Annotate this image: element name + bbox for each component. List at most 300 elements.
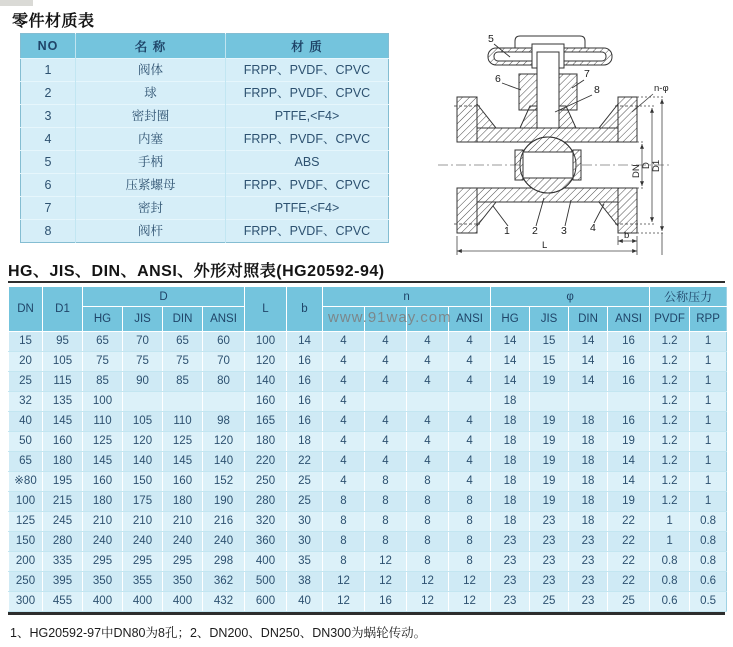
table-cell: 240	[163, 532, 203, 552]
table-cell: 4	[449, 412, 491, 432]
table-cell: 22	[608, 572, 650, 592]
table-cell: 16	[608, 412, 650, 432]
col-group-n: n	[323, 287, 491, 307]
table-cell: 22	[287, 452, 323, 472]
table-cell: 内塞	[76, 128, 226, 151]
table-cell: 210	[83, 512, 123, 532]
table-cell: 395	[43, 572, 83, 592]
col-name: 名 称	[76, 34, 226, 59]
table-row	[9, 552, 727, 572]
table-cell: 120	[123, 432, 163, 452]
table-cell: 335	[43, 552, 83, 572]
table-cell: 100	[245, 332, 287, 352]
table-cell: 8	[449, 512, 491, 532]
table-cell: 16	[608, 372, 650, 392]
table-cell: 16	[287, 392, 323, 412]
table-cell: 7	[21, 197, 76, 220]
col-group-d: D	[83, 287, 245, 307]
table-cell: 1	[690, 372, 727, 392]
table-cell: 140	[123, 452, 163, 472]
table-cell: 210	[163, 512, 203, 532]
table-cell: 125	[163, 432, 203, 452]
table-cell: 4	[323, 452, 365, 472]
table-cell: 4	[323, 332, 365, 352]
table-cell: 145	[163, 452, 203, 472]
table-cell: 0.6	[650, 592, 690, 612]
table-cell: 4	[323, 372, 365, 392]
table-cell: 65	[83, 332, 123, 352]
table-cell: 4	[365, 412, 407, 432]
table-cell: 8	[407, 512, 449, 532]
table-cell: 500	[245, 572, 287, 592]
table-cell: 0.8	[690, 532, 727, 552]
table-cell: 18	[491, 472, 530, 492]
table-row	[9, 332, 727, 352]
part-table-header-row	[21, 34, 389, 59]
table-cell: 23	[530, 512, 569, 532]
table-row	[9, 352, 727, 372]
table-cell: 8	[407, 472, 449, 492]
dim-label-d1: D1	[651, 159, 662, 172]
callout-1: 1	[504, 225, 510, 237]
table-cell: 22	[608, 532, 650, 552]
table-cell: 16	[608, 352, 650, 372]
table-cell: 23	[569, 532, 608, 552]
table-cell	[365, 392, 407, 412]
col-phi-ansi: ANSI	[608, 307, 650, 332]
table-row	[21, 151, 389, 174]
table-cell: 295	[163, 552, 203, 572]
table-cell: 80	[203, 372, 245, 392]
table-cell: 35	[287, 552, 323, 572]
table-cell: 8	[407, 532, 449, 552]
table-cell: 400	[83, 592, 123, 612]
table-cell: 195	[43, 472, 83, 492]
table-cell: 1	[21, 59, 76, 82]
table-cell: 1	[690, 452, 727, 472]
table-cell: 16	[365, 592, 407, 612]
table-cell: 19	[530, 412, 569, 432]
table-cell: FRPP、PVDF、CPVC	[226, 174, 389, 197]
table-cell	[163, 392, 203, 412]
table-cell: 8	[365, 472, 407, 492]
table-cell: 150	[9, 532, 43, 552]
table-cell: 400	[245, 552, 287, 572]
table-cell: 阀杆	[76, 220, 226, 243]
footnote: 1、HG20592-97中DN80为8孔；2、DN200、DN250、DN300为蜗轮传动。	[10, 626, 427, 640]
table-cell: 1	[690, 332, 727, 352]
table-cell: 240	[203, 532, 245, 552]
table-cell: 180	[43, 452, 83, 472]
table-cell: 1	[690, 392, 727, 412]
table-cell: 250	[245, 472, 287, 492]
table-cell: 295	[123, 552, 163, 572]
table-cell: 4	[323, 472, 365, 492]
table-cell: 4	[21, 128, 76, 151]
table-cell: 1	[690, 432, 727, 452]
watermark: www.91way.com	[328, 309, 452, 326]
scan-artifact	[0, 0, 33, 6]
table-cell: 455	[43, 592, 83, 612]
table-cell: 14	[491, 332, 530, 352]
table-cell: 19	[608, 432, 650, 452]
group-header-row	[9, 287, 727, 307]
table-cell: 160	[163, 472, 203, 492]
table-cell: 60	[203, 332, 245, 352]
top-rule	[8, 281, 725, 283]
table-cell: 19	[530, 492, 569, 512]
table-cell: 85	[83, 372, 123, 392]
col-group-phi: φ	[491, 287, 650, 307]
table-cell: 75	[123, 352, 163, 372]
table-cell: 4	[407, 352, 449, 372]
col-d-ansi: ANSI	[203, 307, 245, 332]
table-cell: 1	[690, 472, 727, 492]
table-cell: 220	[245, 452, 287, 472]
table-cell: 19	[530, 432, 569, 452]
table-cell: 1.2	[650, 372, 690, 392]
part-table-section	[20, 33, 388, 243]
table-cell: 0.8	[650, 572, 690, 592]
table-cell: 18	[569, 432, 608, 452]
col-group-pressure: 公称压力	[650, 287, 727, 307]
table-cell: 8	[365, 492, 407, 512]
table-cell: 14	[608, 472, 650, 492]
callout-7: 7	[584, 68, 590, 80]
table-cell: 4	[323, 352, 365, 372]
col-no: NO	[21, 34, 76, 59]
table-cell: 密封圈	[76, 105, 226, 128]
table-cell: 180	[83, 492, 123, 512]
table-cell: 8	[407, 492, 449, 512]
dim-label-d: D	[641, 162, 652, 169]
table-cell: 14	[569, 352, 608, 372]
table-cell: 19	[530, 452, 569, 472]
table-cell: 320	[245, 512, 287, 532]
table-cell: 400	[123, 592, 163, 612]
table-cell: 8	[323, 492, 365, 512]
table-cell: 0.8	[690, 512, 727, 532]
table-cell: 12	[407, 592, 449, 612]
table-row	[9, 532, 727, 552]
table-cell: 1	[690, 492, 727, 512]
table-cell: 22	[608, 552, 650, 572]
seat-left	[515, 150, 523, 180]
table-row	[9, 512, 727, 532]
table-cell: 295	[83, 552, 123, 572]
table-cell: 19	[608, 492, 650, 512]
table-cell: 15	[9, 332, 43, 352]
table-cell: 8	[365, 532, 407, 552]
part-table-body	[21, 59, 389, 243]
table-cell: 100	[9, 492, 43, 512]
table-cell: 120	[203, 432, 245, 452]
table-cell: 12	[323, 572, 365, 592]
col-d-hg: HG	[83, 307, 123, 332]
callout-8: 8	[594, 84, 600, 96]
table-cell: 8	[449, 492, 491, 512]
col-b: b	[287, 287, 323, 332]
table-cell: 120	[245, 352, 287, 372]
table-cell: 0.5	[690, 592, 727, 612]
table-cell: 23	[530, 532, 569, 552]
table-cell: 4	[323, 392, 365, 412]
col-n-ansi: ANSI	[449, 307, 491, 332]
table-cell: 8	[449, 532, 491, 552]
col-material: 材 质	[226, 34, 389, 59]
table-cell: 8	[323, 512, 365, 532]
table-cell: 145	[83, 452, 123, 472]
table-cell: 14	[287, 332, 323, 352]
table-cell: 152	[203, 472, 245, 492]
table-cell: 23	[530, 552, 569, 572]
table-cell: 1.2	[650, 352, 690, 372]
table-cell: 4	[449, 432, 491, 452]
table-cell: 4	[365, 452, 407, 472]
table-cell: 355	[123, 572, 163, 592]
table-cell	[449, 392, 491, 412]
table-cell: 38	[287, 572, 323, 592]
table-cell: FRPP、PVDF、CPVC	[226, 82, 389, 105]
table-cell: 14	[491, 372, 530, 392]
table-cell: 8	[323, 532, 365, 552]
table-cell: PTFE,<F4>	[226, 105, 389, 128]
table-cell	[569, 392, 608, 412]
flange-right	[618, 97, 637, 142]
table-cell: FRPP、PVDF、CPVC	[226, 128, 389, 151]
table-cell: ※80	[9, 472, 43, 492]
col-l: L	[245, 287, 287, 332]
table-cell: 4	[407, 432, 449, 452]
table-row	[21, 220, 389, 243]
table-cell: 362	[203, 572, 245, 592]
table-cell: 160	[83, 472, 123, 492]
table-cell: 160	[43, 432, 83, 452]
table-cell: 0.8	[650, 552, 690, 572]
table-cell: 4	[407, 412, 449, 432]
table-cell: 280	[43, 532, 83, 552]
table-cell: 18	[491, 492, 530, 512]
table-cell: 1.2	[650, 412, 690, 432]
table-cell: 1.2	[650, 432, 690, 452]
table-cell: 215	[43, 492, 83, 512]
table-cell: 12	[365, 572, 407, 592]
table-cell: 4	[449, 372, 491, 392]
table-row	[9, 492, 727, 512]
col-rpp: RPP	[690, 307, 727, 332]
table-cell: 165	[245, 412, 287, 432]
table-row	[9, 432, 727, 452]
table-cell: 18	[287, 432, 323, 452]
table-cell: 18	[491, 412, 530, 432]
table-cell: 600	[245, 592, 287, 612]
table-cell: 30	[287, 512, 323, 532]
table-cell	[407, 392, 449, 412]
packing-nut-left	[519, 74, 537, 110]
table-cell: 75	[83, 352, 123, 372]
table-cell: 4	[365, 432, 407, 452]
table-cell: 40	[9, 412, 43, 432]
table-cell: 350	[163, 572, 203, 592]
table-row	[21, 105, 389, 128]
table-cell: 25	[287, 492, 323, 512]
table-cell: 140	[245, 372, 287, 392]
table-row	[21, 82, 389, 105]
table-cell	[123, 392, 163, 412]
dim-label-dn: DN	[631, 164, 642, 178]
table-row	[9, 452, 727, 472]
table-cell: 4	[407, 332, 449, 352]
col-phi-jis: JIS	[530, 307, 569, 332]
table-cell: 4	[365, 332, 407, 352]
col-d-din: DIN	[163, 307, 203, 332]
table-cell: 23	[530, 572, 569, 592]
dim-label-bolt-circle: n-φ	[654, 83, 669, 94]
table-cell: 15	[530, 352, 569, 372]
table-cell: 1	[690, 352, 727, 372]
table-cell: 22	[608, 512, 650, 532]
table-cell: 190	[203, 492, 245, 512]
table-cell: 145	[43, 412, 83, 432]
table-cell: 280	[245, 492, 287, 512]
table-cell: 18	[491, 432, 530, 452]
table-cell: 18	[569, 452, 608, 472]
table-cell: FRPP、PVDF、CPVC	[226, 220, 389, 243]
dim-table-section	[8, 287, 726, 612]
seat-right	[573, 150, 581, 180]
table-cell: 180	[163, 492, 203, 512]
table-cell: 8	[407, 552, 449, 572]
table-cell: 4	[365, 352, 407, 372]
table-row	[9, 392, 727, 412]
packing-nut-right	[559, 74, 577, 110]
table-cell: 4	[449, 332, 491, 352]
table-cell: 14	[608, 452, 650, 472]
table-cell: 400	[163, 592, 203, 612]
table-cell: 300	[9, 592, 43, 612]
table-cell: 180	[245, 432, 287, 452]
table-cell	[203, 392, 245, 412]
col-d-jis: JIS	[123, 307, 163, 332]
table-row	[9, 412, 727, 432]
table-cell: 14	[491, 352, 530, 372]
table-cell: 0.6	[690, 572, 727, 592]
table-cell: FRPP、PVDF、CPVC	[226, 59, 389, 82]
table-cell: 200	[9, 552, 43, 572]
table-cell: 140	[203, 452, 245, 472]
table-cell: 压紧螺母	[76, 174, 226, 197]
table-cell: 23	[569, 552, 608, 572]
table-cell: 25	[608, 592, 650, 612]
table-cell: 12	[449, 572, 491, 592]
table-cell: 12	[407, 572, 449, 592]
table-cell: 75	[163, 352, 203, 372]
table-cell: 18	[569, 472, 608, 492]
table-cell: PTFE,<F4>	[226, 197, 389, 220]
table-cell: 115	[43, 372, 83, 392]
table-cell: 4	[449, 452, 491, 472]
table-cell: 110	[83, 412, 123, 432]
table-cell: 125	[83, 432, 123, 452]
col-pvdf: PVDF	[650, 307, 690, 332]
col-phi-hg: HG	[491, 307, 530, 332]
table-cell: 12	[449, 592, 491, 612]
table-cell: 2	[21, 82, 76, 105]
table-cell: 125	[9, 512, 43, 532]
table-cell: 阀体	[76, 59, 226, 82]
table-cell: 70	[203, 352, 245, 372]
table-cell: 23	[491, 532, 530, 552]
table-cell: 1.2	[650, 472, 690, 492]
table-cell: 18	[491, 392, 530, 412]
table-cell: 65	[163, 332, 203, 352]
table-cell: 18	[569, 512, 608, 532]
table-cell: 40	[287, 592, 323, 612]
dimension-comparison-table	[8, 287, 727, 612]
table-cell: 245	[43, 512, 83, 532]
table-cell: 85	[163, 372, 203, 392]
table-cell: 6	[21, 174, 76, 197]
part-material-table	[20, 33, 389, 243]
table-cell: 16	[287, 352, 323, 372]
dim-table-title: HG、JIS、DIN、ANSI、外形对照表(HG20592-94)	[8, 263, 385, 280]
table-cell: 240	[123, 532, 163, 552]
table-cell: 298	[203, 552, 245, 572]
table-row	[21, 197, 389, 220]
table-cell: 110	[163, 412, 203, 432]
table-row	[21, 128, 389, 151]
table-cell: 18	[569, 412, 608, 432]
table-row	[9, 592, 727, 612]
table-row	[21, 174, 389, 197]
table-cell: 240	[83, 532, 123, 552]
table-cell: 1.2	[650, 452, 690, 472]
table-cell: 球	[76, 82, 226, 105]
table-row	[9, 572, 727, 592]
dim-label-length: L	[542, 240, 548, 251]
table-cell: 90	[123, 372, 163, 392]
table-cell: 19	[530, 472, 569, 492]
table-cell: 1.2	[650, 392, 690, 412]
table-cell: 1	[650, 532, 690, 552]
table-cell: 密封	[76, 197, 226, 220]
table-cell: 1	[650, 512, 690, 532]
table-cell: 25	[9, 372, 43, 392]
table-cell: 360	[245, 532, 287, 552]
table-cell: 350	[83, 572, 123, 592]
table-cell: 12	[323, 592, 365, 612]
table-cell: 105	[123, 412, 163, 432]
table-cell: 25	[530, 592, 569, 612]
table-cell: 18	[491, 512, 530, 532]
table-cell: 3	[21, 105, 76, 128]
table-cell: 19	[530, 372, 569, 392]
table-cell: 8	[449, 552, 491, 572]
table-row	[9, 372, 727, 392]
table-row	[21, 59, 389, 82]
table-cell: 25	[287, 472, 323, 492]
table-cell: ABS	[226, 151, 389, 174]
callout-4: 4	[590, 222, 596, 234]
table-cell: 250	[9, 572, 43, 592]
table-cell: 23	[569, 572, 608, 592]
table-cell: 12	[365, 552, 407, 572]
callout-5: 5	[488, 33, 494, 45]
table-cell: 65	[9, 452, 43, 472]
stem	[537, 52, 559, 128]
table-cell: 8	[365, 512, 407, 532]
callout-6: 6	[495, 73, 501, 85]
